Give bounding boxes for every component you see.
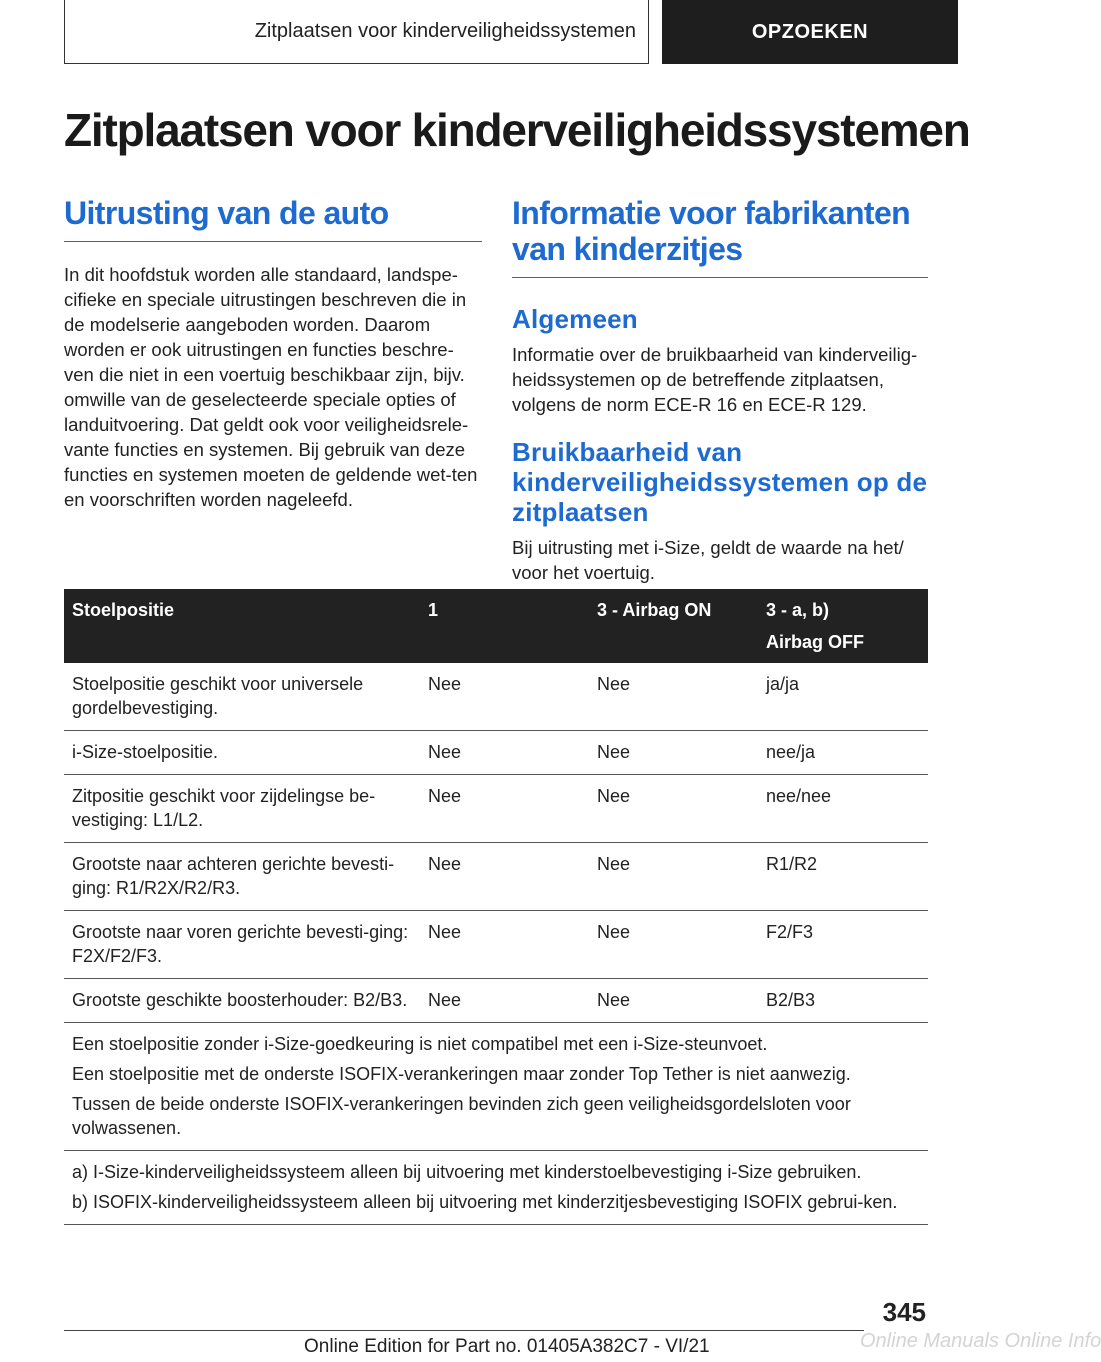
row-value-seat-3-off: nee/nee <box>758 775 928 843</box>
table-note: Een stoelpositie met de onderste ISOFIX-verankeringen maar zonder Top Tether is niet aanwezig. <box>72 1064 851 1084</box>
left-heading: Uitrusting van de auto <box>64 195 482 242</box>
table-header-row <box>64 589 928 663</box>
footer-divider <box>64 1330 864 1331</box>
left-paragraph: In dit hoofdstuk worden alle standaard, landspe-cifieke en speciale uitrustingen beschreven die in de modelserie aangeboden worden. Daarom worden er ook uitrustingen en functies beschre-ven die niet in een voertuig beschikbaar zijn, bijv. omwille van de geselecteerde speciale opties of landuitvoering. Dat geldt ook voor veiligheidsrele-vante functies en systemen. Bij gebruik van deze functies en systemen moeten de geldende wet-ten en voorschriften worden nageleefd. <box>64 264 478 510</box>
row-value-seat-1: Nee <box>420 843 589 911</box>
table-notes-row <box>64 1023 928 1151</box>
table-note: Tussen de beide onderste ISOFIX-verankeringen bevinden zich geen veiligheidsgordelsloten voor volwassenen. <box>72 1094 851 1138</box>
row-label: Zitpositie geschikt voor zijdelingse be-vestiging: L1/L2. <box>64 775 420 843</box>
subheading-usability: Bruikbaarheid van kinderveiligheidssystemen op de zitplaatsen <box>512 437 928 527</box>
row-value-seat-3-off: F2/F3 <box>758 911 928 979</box>
row-value-seat-3-on: Nee <box>589 979 758 1023</box>
table-footnotes <box>64 1151 928 1225</box>
row-value-seat-3-on: Nee <box>589 843 758 911</box>
table-row <box>64 843 928 911</box>
right-column <box>512 195 928 585</box>
page-title: Zitplaatsen voor kinderveiligheidssystemen <box>64 104 970 156</box>
general-paragraph: Informatie over de bruikbaarheid van kinderveilig-heidssystemen op de betreffende zitplaatsen, volgens de norm ECE-R 16 en ECE-R 129. <box>512 344 918 415</box>
header-airbag-off: Airbag OFF <box>766 632 864 652</box>
usability-paragraph: Bij uitrusting met i-Size, geldt de waarde na het/ voor het voertuig. <box>512 537 904 583</box>
header-seat-3-footnote-ref: 3 - a, b) <box>766 600 830 620</box>
row-value-seat-3-on: Nee <box>589 911 758 979</box>
row-value-seat-3-off: B2/B3 <box>758 979 928 1023</box>
left-column <box>64 195 482 512</box>
row-value-seat-1: Nee <box>420 663 589 731</box>
row-value-seat-1: Nee <box>420 731 589 775</box>
row-value-seat-3-off: nee/ja <box>758 731 928 775</box>
table-row <box>64 979 928 1023</box>
header-section-title-text: Zitplaatsen voor kinderveiligheidssystemen <box>254 20 636 42</box>
row-label: Grootste geschikte boosterhouder: B2/B3. <box>64 979 420 1023</box>
header-seat-3-airbag-off <box>758 589 928 663</box>
right-heading: Informatie voor fabrikanten van kinderzitjes <box>512 195 928 278</box>
row-label: Grootste naar voren gerichte bevesti-ging: F2X/F2/F3. <box>64 911 420 979</box>
row-value-seat-3-off: R1/R2 <box>758 843 928 911</box>
table-row <box>64 775 928 843</box>
row-label: Stoelpositie geschikt voor universele gordelbevestiging. <box>64 663 420 731</box>
table-row <box>64 911 928 979</box>
header-seat-3-airbag-on: 3 - Airbag ON <box>589 589 758 663</box>
row-label: Grootste naar achteren gerichte bevesti-ging: R1/R2X/R2/R3. <box>64 843 420 911</box>
header-seat-position: Stoelpositie <box>64 589 420 663</box>
table-row <box>64 663 928 731</box>
footer-watermark: Online Manuals Online Info <box>860 1330 1101 1352</box>
seat-position-table <box>64 589 928 1225</box>
row-value-seat-3-on: Nee <box>589 731 758 775</box>
table-footnote: a) I-Size-kinderveiligheidssysteem alleen bij uitvoering met kinderstoelbevestiging i-Size gebruiken. <box>72 1162 862 1182</box>
header-section-title <box>64 0 649 64</box>
row-value-seat-3-on: Nee <box>589 775 758 843</box>
subheading-general: Algemeen <box>512 304 638 334</box>
row-value-seat-3-off: ja/ja <box>758 663 928 731</box>
header-seat-1: 1 <box>420 589 589 663</box>
row-label: i-Size-stoelpositie. <box>64 731 420 775</box>
table-notes <box>64 1023 928 1151</box>
table-footnote: b) ISOFIX-kinderveiligheidssysteem alleen bij uitvoering met kinderzitjesbevestiging ISOFIX gebrui-ken. <box>72 1192 898 1212</box>
table-row <box>64 731 928 775</box>
search-button-label: OPZOEKEN <box>751 20 869 43</box>
row-value-seat-3-on: Nee <box>589 663 758 731</box>
row-value-seat-1: Nee <box>420 775 589 843</box>
table-footnotes-row <box>64 1151 928 1225</box>
search-button[interactable] <box>662 0 958 64</box>
row-value-seat-1: Nee <box>420 911 589 979</box>
footer-edition-text: Online Edition for Part no. 01405A382C7 - VI/21 <box>304 1336 710 1357</box>
row-value-seat-1: Nee <box>420 979 589 1023</box>
table-note: Een stoelpositie zonder i-Size-goedkeuring is niet compatibel met een i-Size-steunvoet. <box>72 1034 768 1054</box>
page-number: 345 <box>882 1297 926 1327</box>
